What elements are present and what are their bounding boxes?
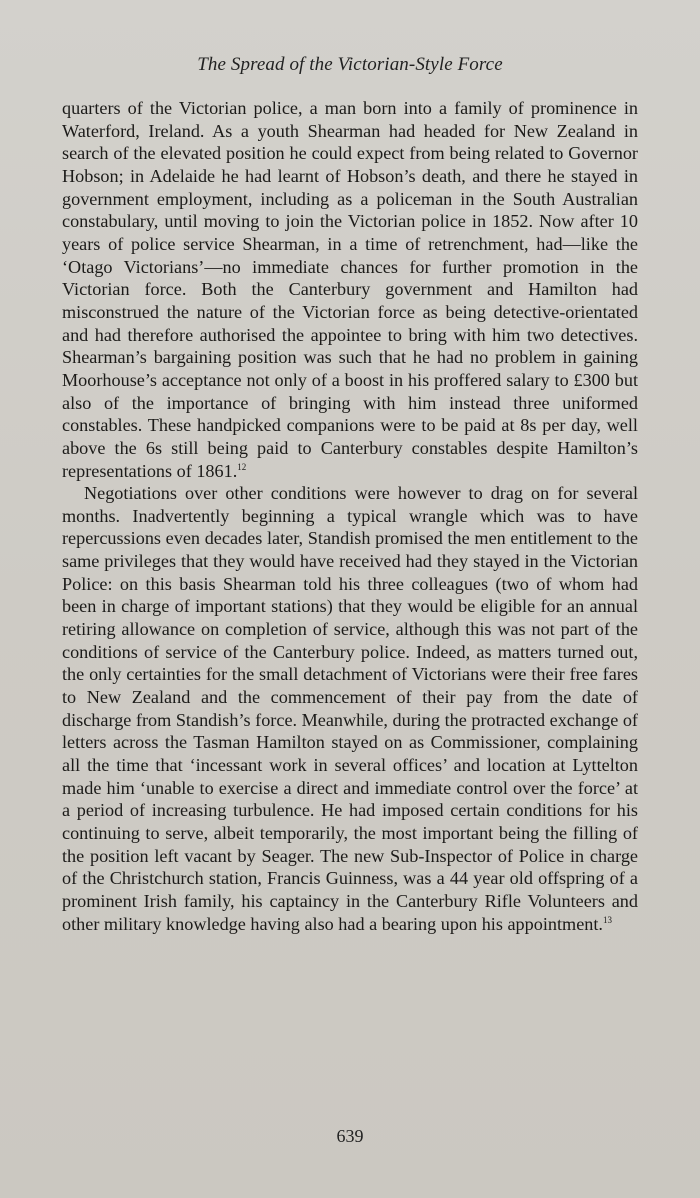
page-number: 639 xyxy=(336,1126,364,1146)
body-text xyxy=(62,97,638,935)
running-head: The Spread of the Victorian-Style Force xyxy=(197,54,503,75)
paragraph-1-text: quarters of the Victorian police, a man born into a family of prominence in Waterford, Ireland. As a youth Shearman had headed for New Zealand in search of the elevated position he could expect from being related to Governor Hobson; in Adelaide he had learnt of Hobson’s death, and there he stayed in government employment, including as a policeman in the South Australian constabulary, until moving to join the Victorian police in 1852. Now after 10 years of police service Shearman, in a time of retrenchment, had—like the ‘Otago Victorians’—no immediate chances for further promotion in the Victorian force. Both the Canterbury government and Hamilton had misconstrued the nature of the Victorian force as being detective-orientated and had therefore authorised the appointee to bring with him two detectives. Shearman’s bargaining position was such that he had no problem in gaining Moorhouse’s acceptance not only of a boost in his proffered salary to £300 but also of the importance of bringing with him instead three uniformed constables. These handpicked companions were to be paid at 8s per day, well above the 6s still being paid to Canterbury constables despite Hamilton’s representations of 1861. xyxy=(62,98,638,481)
footnote-ref-12[interactable]: 12 xyxy=(237,461,247,472)
footnote-ref-13[interactable]: 13 xyxy=(602,914,612,925)
paragraph-2-text: Negotiations over other conditions were however to drag on for several months. Inadvertently beginning a typical wrangle which was to have repercussions even decades later, Standish promised the men entitlement to the same privileges that they would have received had they stayed in the Victorian Police: on this basis Shearman told his three colleagues (two of whom had been in charge of important stations) that they would be eligible for an annual retiring allowance on completion of service, although this was not part of the conditions of service of the Canterbury police. Indeed, as matters turned out, the only certainties for the small detachment of Victorians were their free fares to New Zealand and the commencement of their pay from the date of discharge from Standish’s force. Meanwhile, during the protracted exchange of letters across the Tasman Hamilton stayed on as Commissioner, complaining all the time that ‘incessant work in several offices’ and location at Lyttelton made him ‘unable to exercise a direct and immediate control over the force’ at a period of increasing turbulence. He had imposed certain conditions for his continuing to serve, albeit temporarily, the most important being the filling of the position left vacant by Seager. The new Sub-Inspector of Police in charge of the Christchurch station, Francis Guinness, was a 44 year old offspring of a prominent Irish family, his captaincy in the Canterbury Rifle Volunteers and other military knowledge having also had a bearing upon his appointment. xyxy=(62,483,638,934)
paragraph-1 xyxy=(62,97,638,482)
paragraph-2 xyxy=(62,482,638,935)
